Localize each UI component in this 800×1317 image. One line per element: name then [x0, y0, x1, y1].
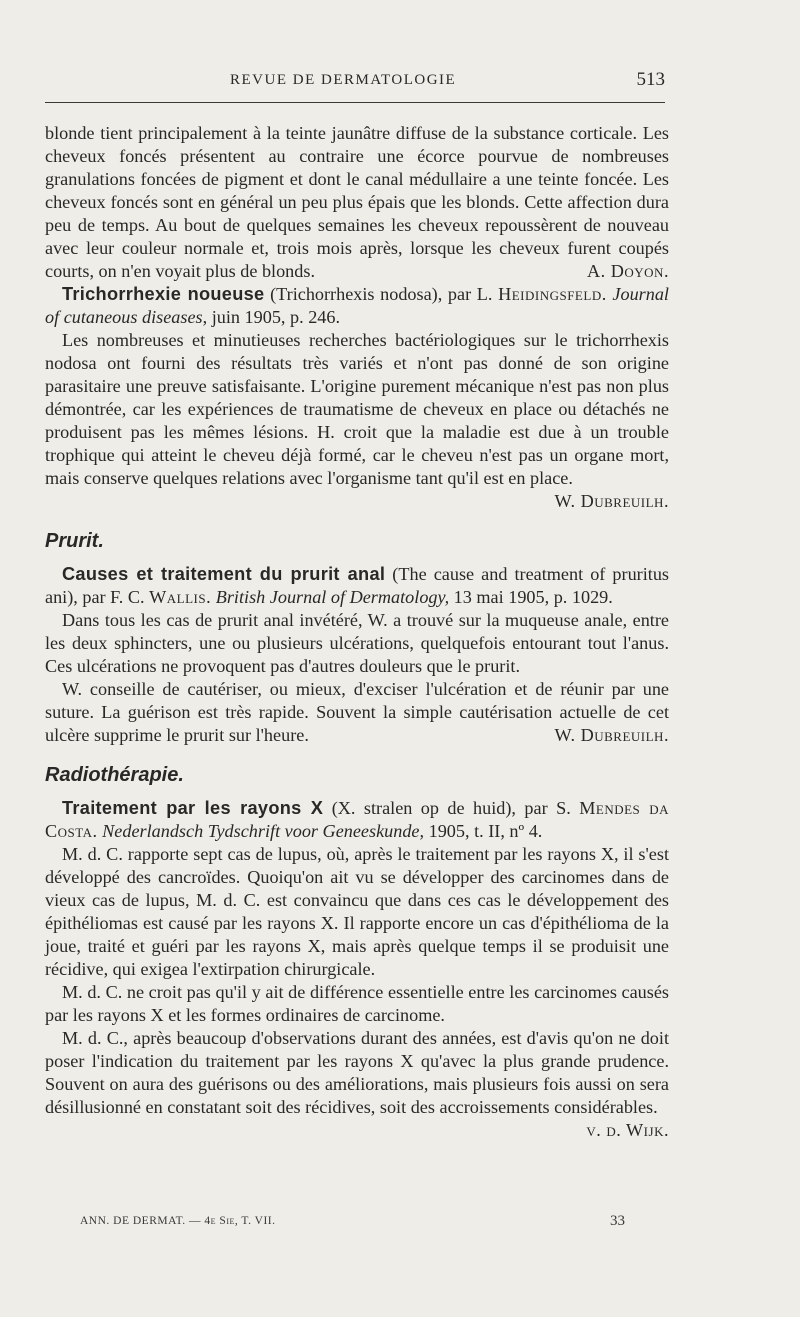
section-heading-prurit: Prurit. — [45, 530, 104, 552]
signature-number: 33 — [610, 1213, 625, 1229]
article-heading: Trichorrhexie noueuse (Trichorrhexis nodosa), par L. Heidingsfeld. Journal of cutaneous diseases, juin 1905, p. 246. — [45, 284, 669, 327]
article-paragraph: blonde tient principalement à la teinte jaunâtre diffuse de la substance corticale. Les cheveux foncés présentent au contraire une écorce pourvue de nombreuses granulations foncées de pigment et dont le canal médullaire a une teinte foncée. Les cheveux foncés sont en général un peu plus épais que les blonds. Cette affection dura peu de temps. Au bout de quelques semaines les cheveux repoussèrent de nouveau avec leur couleur normale et, trois mois après, lorsque les cheveux furent coupés courts, on n'en voyait plus de blonds. A. Doyon. — [45, 123, 669, 281]
article-heading: Causes et traitement du prurit anal (The cause and treatment of pruritus ani), par F. C. Wallis. British Journal of Dermatology, 13 mai 1905, p. 1029. — [45, 564, 670, 607]
article-trichorrhexie — [45, 283, 669, 513]
article-heading: Traitement par les rayons X (X. stralen op de huid), par S. Mendes da Costa. Nederlandsch Tydschrift voor Geneeskunde, 1905, t. II, nº 4. — [45, 798, 669, 841]
article-signature: A. Doyon. — [587, 261, 669, 281]
article-author: Mendes da Costa. — [45, 798, 669, 841]
page-body — [45, 122, 669, 1142]
article-signature: W. Dubreuilh. — [554, 725, 669, 745]
article-paragraph: Dans tous les cas de prurit anal invétéré, W. a trouvé sur la muqueuse anale, entre les deux sphincters, une ou plusieurs ulcérations, quelquefois entourant tout l'anus. Ces ulcérations ne provoquent pas d'autres douleurs que le prurit. — [45, 610, 669, 676]
article-signature: v. d. Wijk. — [586, 1120, 669, 1140]
footer-imprint: ANN. DE DERMAT. — 4e Sie, T. VII. — [80, 1215, 276, 1227]
header-rule — [45, 102, 665, 103]
article-paragraph: W. conseille de cautériser, ou mieux, d'exciser l'ulcération et de réunir par une suture. La guérison est très rapide. Souvent la simple cautérisation actuelle de cet ulcère supprime le prurit sur l'heure. W. Dubreuilh. — [45, 679, 669, 745]
running-header — [45, 70, 665, 92]
journal-name: Nederlandsch Tydschrift voor Geneeskunde, — [102, 821, 425, 841]
article-rayons-x — [45, 797, 669, 1142]
article-continued — [45, 122, 669, 283]
article-paragraph: Les nombreuses et minutieuses recherches bactériologiques sur le trichorrhexis nodosa ont fourni des résultats très variés et n'ont pas donné de son origine parasitaire une preuve satisfaisante. L'origine purement mécanique n'est pas non plus démontrée, car les expériences de traumatisme de cheveux en place ou détachés ne produisent pas les mêmes lésions. H. croit que la maladie est due à un trouble trophique qui atteint le cheveu déjà formé, car le cheveu n'est pas un organe mort, mais conserve quelques relations avec l'organisme tant qu'il est en place. W. Dubreuilh. — [45, 330, 669, 511]
article-author: Heidingsfeld. — [498, 284, 607, 304]
article-author: Wallis. — [149, 587, 212, 607]
page-number: 513 — [636, 69, 665, 90]
article-title: Traitement par les rayons X — [62, 798, 324, 818]
article-title: Trichorrhexie noueuse — [62, 284, 265, 304]
article-prurit-anal — [45, 563, 669, 747]
article-paragraph: M. d. C., après beaucoup d'observations durant des années, est d'avis qu'on ne doit poser l'indication du traitement par les rayons X qu'avec la plus grande prudence. Souvent on aura des guérisons ou des améliorations, mais plusieurs fois aussi on sera désillusionné en constatant soit des récidives, soit des accroissements considérables. v. d. Wijk. — [45, 1028, 669, 1140]
running-title: REVUE DE DERMATOLOGIE — [230, 72, 457, 88]
article-signature: W. Dubreuilh. — [554, 491, 669, 511]
article-paragraph: M. d. C. ne croit pas qu'il y ait de différence essentielle entre les carcinomes causés par les rayons X et les formes ordinaires de carcinome. — [45, 982, 669, 1025]
section-heading-radiotherapie: Radiothérapie. — [45, 764, 184, 786]
journal-name: British Journal of Dermatology, — [215, 587, 450, 607]
journal-name: Journal of cutaneous diseases — [45, 284, 669, 327]
article-title: Causes et traitement du prurit anal — [62, 564, 386, 584]
article-paragraph: M. d. C. rapporte sept cas de lupus, où, après le traitement par les rayons X, il s'est développé des cancroïdes. Quoiqu'on ait vu se développer des carcinomes dans de vieux cas de lupus, M. d. C. est convaincu que dans ces cas le développement des épithéliomas est causé par les rayons X. Il rapporte encore un cas d'épithélioma de la joue, traité et guéri par les rayons X, mais après quelque temps il se produisit une récidive, qui exigea l'extirpation chirurgicale. — [45, 844, 669, 979]
page-footer — [80, 1215, 625, 1227]
